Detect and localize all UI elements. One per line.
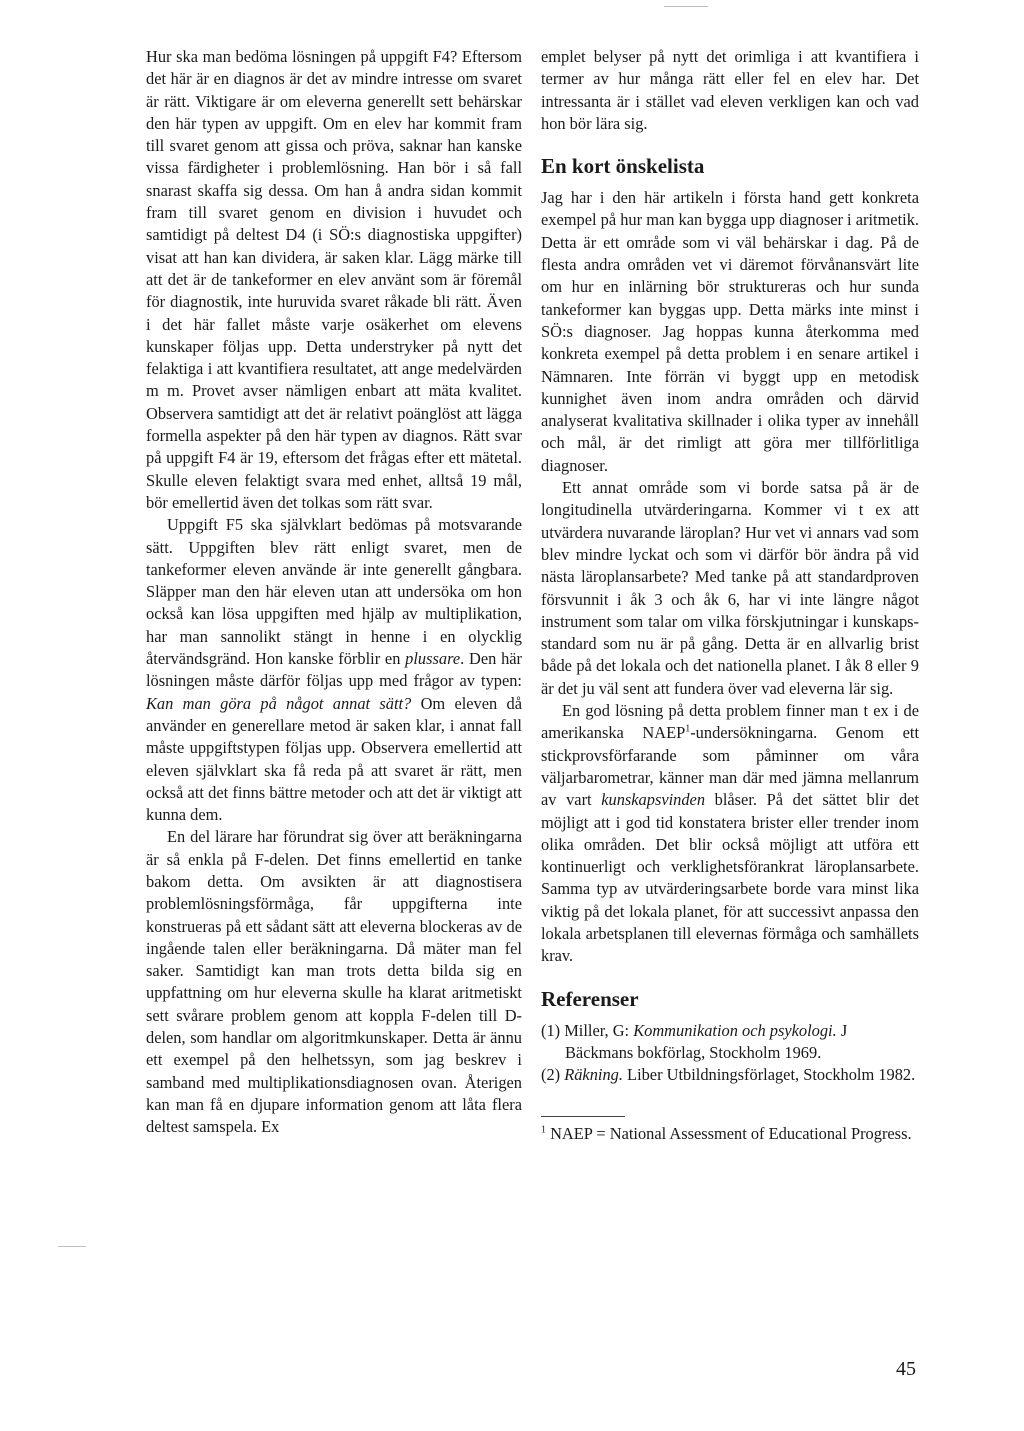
- right-column-intro: [541, 46, 919, 135]
- footnote-marker: 1: [541, 1125, 546, 1136]
- text-run: -undersökningarna. Genom ett stickprovsförfarande som påminner om våra väljarbarometrar, känner man där med jämna mellanrum av vart: [541, 723, 919, 810]
- footnote-marker: 1: [685, 723, 691, 735]
- text-run: NAEP = National Assessment of Educational Progress.: [546, 1124, 912, 1144]
- reference-item: [541, 1064, 919, 1086]
- text-run: (1) Miller, G:: [541, 1020, 634, 1040]
- text-run: Liber Utbildningsförlaget, Stockholm 1982.: [622, 1065, 916, 1085]
- text-run: En del lärare har förundrat sig över att beräkningarna är så enkla på F-delen. Det finns emellertid en tanke bakom detta. Om avsikten är att diagnostisera problemlösningsförmåga, får uppgifterna inte konstrueras på ett sådant sätt att eleverna blockeras av de ingående talen eller beräkningarna. Då mäter man fel saker. Samtidigt kan man trots detta bilda sig en uppfattning om hur eleverna skulle ha klarat aritmetiskt sett svårare problem genom att koppla F-delen till Ddelen, som handlar om algoritmkunskaper. Detta är ännu ett exempel på den helhetssyn, som jag beskrev i samband med multiplikationsdiagnosen ovan. Återigen kan man få en djupare information genom att låta flera deltest samspela. Ex: [146, 827, 522, 1137]
- text-run: Hur ska man bedöma lösningen på uppgift F4? Eftersom det här är en diagnos är det av mindre intresse om svaret är rätt. Viktigare är om eleverna generellt sett behärskar den här typen av uppgift. Om en elev har kommit fram till svaret genom att gissa och pröva, saknar han kanske vissa färdigheter i problemlösning. Han bör i så fall snarast skaffa sig dessa. Om han å andra sidan kommit fram till svaret genom en division i huvudet och samtidigt på deltest D4 (i SÖ:s diagnostiska uppgifter) visat att han kan dividera, är saken klar. Lägg märke till att det är de tankeformer en elev använt som är föremål för diagnostik, inte huruvida svaret råkade bli rätt. Även i det här fallet måste varje osäkerhet om elevens kunskaper följas upp. Detta understryker på nytt det felaktiga i att kvantifiera resultatet, att ange medelvärden m m. Provet avser nämligen enbart att mäta kvalitet. Observera samtidigt att det är relativt poänglöst att lägga formella aspekter på den här typen av diagnos. Rätt svar på uppgift F4 är 19, eftersom det frågas efter ett mätetal. Skulle eleven felaktigt svara med enhet, alltså 19 mål, bör emellertid även det tolkas som rätt svar.: [146, 47, 522, 512]
- wishlist-body: [541, 187, 919, 967]
- paragraph: [541, 46, 919, 135]
- text-run: Jag har i den här artikeln i första hand gett konkreta exempel på hur man kan bygga upp diagnoser i aritmetik. Detta är ett område som vi väl behärskar i dag. På de flesta andra områden vet vi däremot förvånansvärt lite om hur en inlärning bör struktureras och hur sunda tankeformer kan byggas upp. Detta märks inte minst i SÖ:s diagnoser. Jag hoppas kunna återkomma med konkreta exempel på detta problem i en senare artikel i Nämnaren. Inte förrän vi byggt upp en metodisk kunnighet även inom andra områden och därvid analyserat kvalitativa skillnader i olika typer av innehåll och mål, är det rimligt att göra mer tillförlitliga diagnoser.: [541, 188, 919, 475]
- section-heading-wishlist: En kort önskelista: [541, 154, 705, 179]
- scan-mark-left: [58, 1246, 86, 1247]
- text-run: Ett annat område som vi borde satsa på är de longitudinella utvärderingarna. Kommer vi t ex att utvärdera nuvarande läroplan? Hur vet vi annars vad som blev mindre lyckat och som vi därför bör ändra på vid nästa läroplansarbete? Med tanke på att standardproven försvunnit i åk 3 och åk 6, har vi inte längre något instrument som talar om vilka förskjutningar i kunskapsstandard som nu är på gång. Detta är en allvarlig brist både på det lokala och det nationella planet. I åk 8 eller 9 är det ju väl sent att fundera över vad eleverna lär sig.: [541, 478, 919, 698]
- italic-text: Kommunikation och psykologi.: [633, 1020, 837, 1040]
- right-column: [541, 46, 919, 1146]
- paragraph: [541, 700, 919, 968]
- text-run: (2): [541, 1065, 565, 1085]
- paragraph: [541, 477, 919, 700]
- text-run: . Den här lösningen måste därför följas upp med frågor av typen:: [146, 649, 523, 691]
- italic-text: Kan man göra på något annat sätt?: [146, 693, 412, 713]
- paragraph: [146, 826, 522, 1138]
- paragraph: [146, 514, 522, 826]
- text-run: Om eleven då använder en generellare metod är saken klar, i annat fall måste uppgiftstypen följas upp. Observera emellertid att eleven självklart ska få reda på att svaret är rätt, men också att det finns bättre metoder och att det är viktigt att kunna dem.: [146, 693, 522, 825]
- paragraph: [146, 46, 522, 514]
- footnote-rule: [541, 1116, 625, 1117]
- text-run: blåser. På det sättet blir det möjligt att i god tid konstatera brister eller trender inom olika områden. Det blir också möjligt att utföra ett kontinuerligt och verklighetsförankrat läroplansarbete. Samma typ av utvärderingsarbete borde vara minst lika viktig på det lokala planet, för att successivt anpassa den lokala arbetsplanen till elevernas förmåga och samhällets krav.: [541, 790, 919, 966]
- page-number: 45: [896, 1358, 916, 1380]
- text-run: emplet belyser på nytt det orimliga i att kvantifiera i termer av hur många rätt eller fel en elev har. Det intressanta är i stället vad eleven verkligen kan och vad hon bör lära sig.: [541, 47, 919, 133]
- paragraph: [541, 187, 919, 477]
- reference-list: [541, 1020, 919, 1087]
- italic-text: plussare: [405, 649, 461, 669]
- section-heading-references: Referenser: [541, 986, 639, 1011]
- italic-text: Räkning.: [564, 1065, 623, 1085]
- left-column: [146, 46, 522, 1139]
- text-run: En god lösning på detta problem finner man t ex i de amerikanska NAEP: [541, 701, 919, 743]
- left-column-body: [146, 46, 522, 1139]
- italic-text: kunskapsvinden: [601, 790, 706, 810]
- text-run: Uppgift F5 ska självklart bedömas på motsvarande sätt. Uppgiften blev rätt enligt svaret, men de tankeformer eleven använde är inte generellt gångbara. Släpper man den här eleven utan att undersöka om hon också kan lösa uppgiften med hjälp av multiplikation, har man sannolikt stängt in henne i en olycklig återvändsgränd. Hon kanske förblir en: [146, 515, 522, 669]
- footnote: [541, 1123, 919, 1145]
- text-run: J Bäckmans bokförlag, Stockholm 1969.: [565, 1020, 848, 1062]
- scan-mark-top: [664, 6, 708, 7]
- reference-item: [541, 1020, 919, 1065]
